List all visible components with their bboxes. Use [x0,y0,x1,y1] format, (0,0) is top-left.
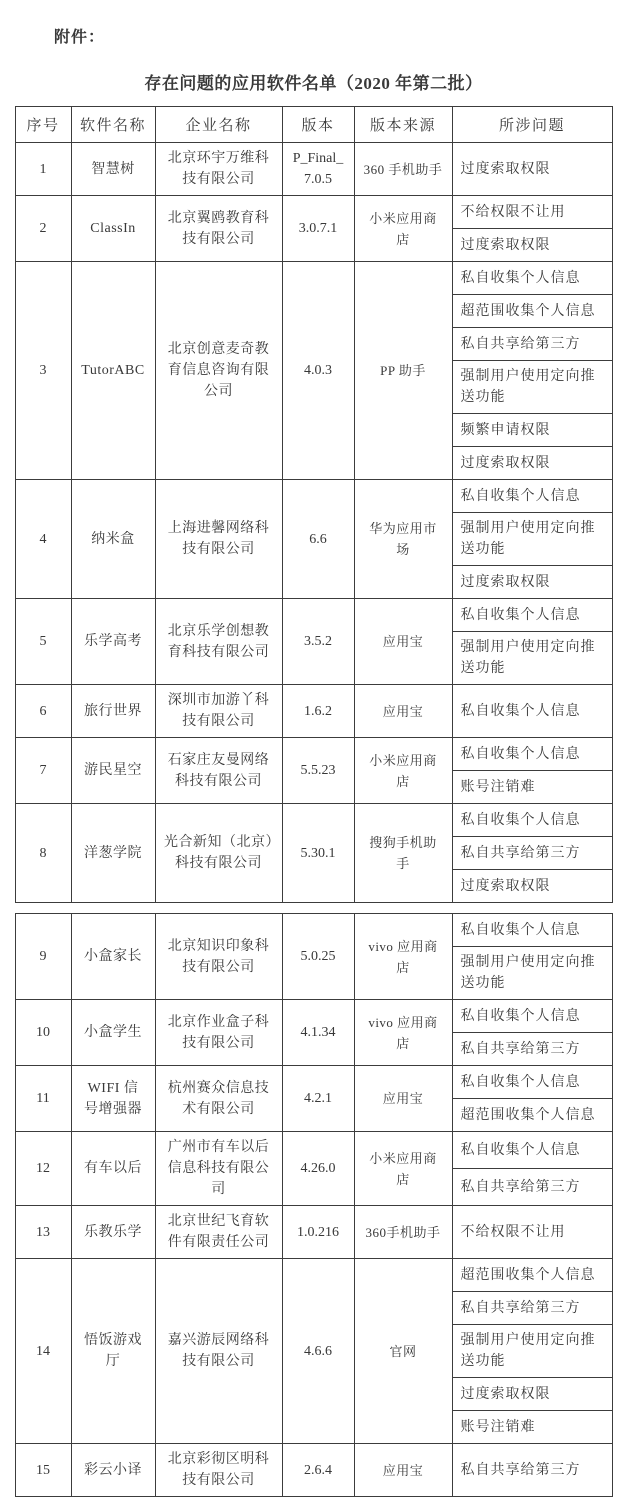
cell-version: 1.6.2 [282,685,354,738]
cell-company: 北京彩彻区明科技有限公司 [155,1444,282,1497]
cell-app-name: WIFI 信号增强器 [71,1066,155,1132]
cell-app-name: 游民星空 [71,738,155,804]
column-header-issues: 所涉问题 [452,107,612,143]
cell-index: 3 [15,262,71,480]
app-row [15,1132,612,1169]
cell-index: 10 [15,1000,71,1066]
cell-index: 15 [15,1444,71,1497]
app-row [15,738,612,771]
cell-version: 4.6.6 [282,1259,354,1444]
cell-version: 1.0.216 [282,1206,354,1259]
cell-issue: 私自共享给第三方 [452,1292,612,1325]
cell-version: 4.1.34 [282,1000,354,1066]
cell-version: P_Final_7.0.5 [282,143,354,196]
cell-app-name: 旅行世界 [71,685,155,738]
cell-company: 北京环宇万维科技有限公司 [155,143,282,196]
app-table-1 [15,106,613,903]
cell-app-name: 有车以后 [71,1132,155,1206]
app-row [15,599,612,632]
cell-app-name: 小盒家长 [71,914,155,1000]
cell-version: 4.26.0 [282,1132,354,1206]
app-row [15,914,612,947]
cell-app-name: 智慧树 [71,143,155,196]
page-title: 存在问题的应用软件名单（2020 年第二批） [144,74,483,93]
cell-issue: 过度索取权限 [452,1378,612,1411]
cell-company: 北京翼鸥教育科技有限公司 [155,196,282,262]
cell-source: 小米应用商店 [354,1132,452,1206]
cell-company: 北京知识印象科技有限公司 [155,914,282,1000]
cell-issue: 私自收集个人信息 [452,480,612,513]
cell-source: 小米应用商店 [354,738,452,804]
cell-index: 6 [15,685,71,738]
cell-index: 4 [15,480,71,599]
cell-app-name: 小盒学生 [71,1000,155,1066]
cell-issue: 过度索取权限 [452,566,612,599]
cell-issue: 超范围收集个人信息 [452,1099,612,1132]
app-row [15,143,612,196]
cell-index: 9 [15,914,71,1000]
cell-issue: 私自收集个人信息 [452,262,612,295]
cell-issue: 强制用户使用定向推送功能 [452,1325,612,1378]
cell-index: 13 [15,1206,71,1259]
cell-app-name: 乐学高考 [71,599,155,685]
app-list-tables [0,106,627,1497]
cell-app-name: 乐教乐学 [71,1206,155,1259]
cell-issue: 不给权限不让用 [452,1206,612,1259]
cell-company: 深圳市加游丫科技有限公司 [155,685,282,738]
app-row [15,1000,612,1033]
cell-issue: 私自收集个人信息 [452,1000,612,1033]
cell-issue: 过度索取权限 [452,870,612,903]
cell-source: PP 助手 [354,262,452,480]
cell-issue: 频繁申请权限 [452,414,612,447]
cell-index: 7 [15,738,71,804]
app-row [15,1444,612,1497]
cell-version: 5.30.1 [282,804,354,903]
cell-index: 5 [15,599,71,685]
cell-app-name: 洋葱学院 [71,804,155,903]
app-row [15,196,612,229]
cell-issue: 账号注销难 [452,1411,612,1444]
cell-index: 11 [15,1066,71,1132]
cell-source: 小米应用商店 [354,196,452,262]
cell-source: 360手机助手 [354,1206,452,1259]
column-header-source: 版本来源 [354,107,452,143]
app-row [15,1206,612,1259]
cell-company: 杭州赛众信息技术有限公司 [155,1066,282,1132]
cell-source: 华为应用市场 [354,480,452,599]
cell-issue: 私自收集个人信息 [452,1132,612,1169]
cell-company: 北京创意麦奇教育信息咨询有限公司 [155,262,282,480]
cell-issue: 过度索取权限 [452,229,612,262]
cell-version: 3.0.7.1 [282,196,354,262]
cell-source: 应用宝 [354,685,452,738]
cell-app-name: TutorABC [71,262,155,480]
cell-company: 北京世纪飞育软件有限责任公司 [155,1206,282,1259]
column-header-company: 企业名称 [155,107,282,143]
cell-index: 14 [15,1259,71,1444]
attachment-label: 附件： [54,29,106,46]
cell-source: 搜狗手机助手 [354,804,452,903]
column-header-app-name: 软件名称 [71,107,155,143]
app-table-2 [15,913,613,1497]
cell-issue: 私自收集个人信息 [452,804,612,837]
cell-company: 上海进馨网络科技有限公司 [155,480,282,599]
cell-issue: 超范围收集个人信息 [452,295,612,328]
cell-issue: 强制用户使用定向推送功能 [452,361,612,414]
cell-issue: 强制用户使用定向推送功能 [452,513,612,566]
cell-version: 5.0.25 [282,914,354,1000]
cell-source: 应用宝 [354,1066,452,1132]
app-row [15,480,612,513]
cell-company: 石家庄友曼网络科技有限公司 [155,738,282,804]
cell-app-name: 彩云小译 [71,1444,155,1497]
cell-source: 应用宝 [354,1444,452,1497]
app-row [15,1066,612,1099]
cell-issue: 账号注销难 [452,771,612,804]
cell-app-name: 纳米盒 [71,480,155,599]
cell-issue: 过度索取权限 [452,143,612,196]
cell-issue: 超范围收集个人信息 [452,1259,612,1292]
cell-issue: 私自收集个人信息 [452,1066,612,1099]
cell-version: 6.6 [282,480,354,599]
cell-version: 2.6.4 [282,1444,354,1497]
column-header-version: 版本 [282,107,354,143]
cell-company: 广州市有车以后信息科技有限公司 [155,1132,282,1206]
cell-issue: 私自收集个人信息 [452,599,612,632]
cell-issue: 私自共享给第三方 [452,1169,612,1206]
cell-company: 光合新知（北京）科技有限公司 [155,804,282,903]
cell-issue: 私自收集个人信息 [452,685,612,738]
app-row [15,262,612,295]
cell-index: 2 [15,196,71,262]
cell-version: 4.2.1 [282,1066,354,1132]
cell-index: 1 [15,143,71,196]
header-row [15,107,612,143]
cell-source: 360 手机助手 [354,143,452,196]
cell-issue: 强制用户使用定向推送功能 [452,947,612,1000]
app-row [15,685,612,738]
cell-version: 3.5.2 [282,599,354,685]
cell-app-name: ClassIn [71,196,155,262]
cell-app-name: 悟饭游戏厅 [71,1259,155,1444]
cell-source: vivo 应用商店 [354,914,452,1000]
cell-issue: 私自共享给第三方 [452,1033,612,1066]
cell-index: 8 [15,804,71,903]
cell-version: 5.5.23 [282,738,354,804]
cell-issue: 不给权限不让用 [452,196,612,229]
cell-issue: 私自共享给第三方 [452,328,612,361]
cell-source: 应用宝 [354,599,452,685]
cell-source: 官网 [354,1259,452,1444]
cell-company: 嘉兴游辰网络科技有限公司 [155,1259,282,1444]
cell-issue: 私自共享给第三方 [452,837,612,870]
cell-issue: 私自共享给第三方 [452,1444,612,1497]
cell-issue: 私自收集个人信息 [452,738,612,771]
column-header-index: 序号 [15,107,71,143]
cell-company: 北京乐学创想教育科技有限公司 [155,599,282,685]
cell-issue: 强制用户使用定向推送功能 [452,632,612,685]
app-row [15,804,612,837]
cell-version: 4.0.3 [282,262,354,480]
cell-source: vivo 应用商店 [354,1000,452,1066]
cell-issue: 过度索取权限 [452,447,612,480]
cell-issue: 私自收集个人信息 [452,914,612,947]
cell-company: 北京作业盒子科技有限公司 [155,1000,282,1066]
cell-index: 12 [15,1132,71,1206]
app-row [15,1259,612,1292]
